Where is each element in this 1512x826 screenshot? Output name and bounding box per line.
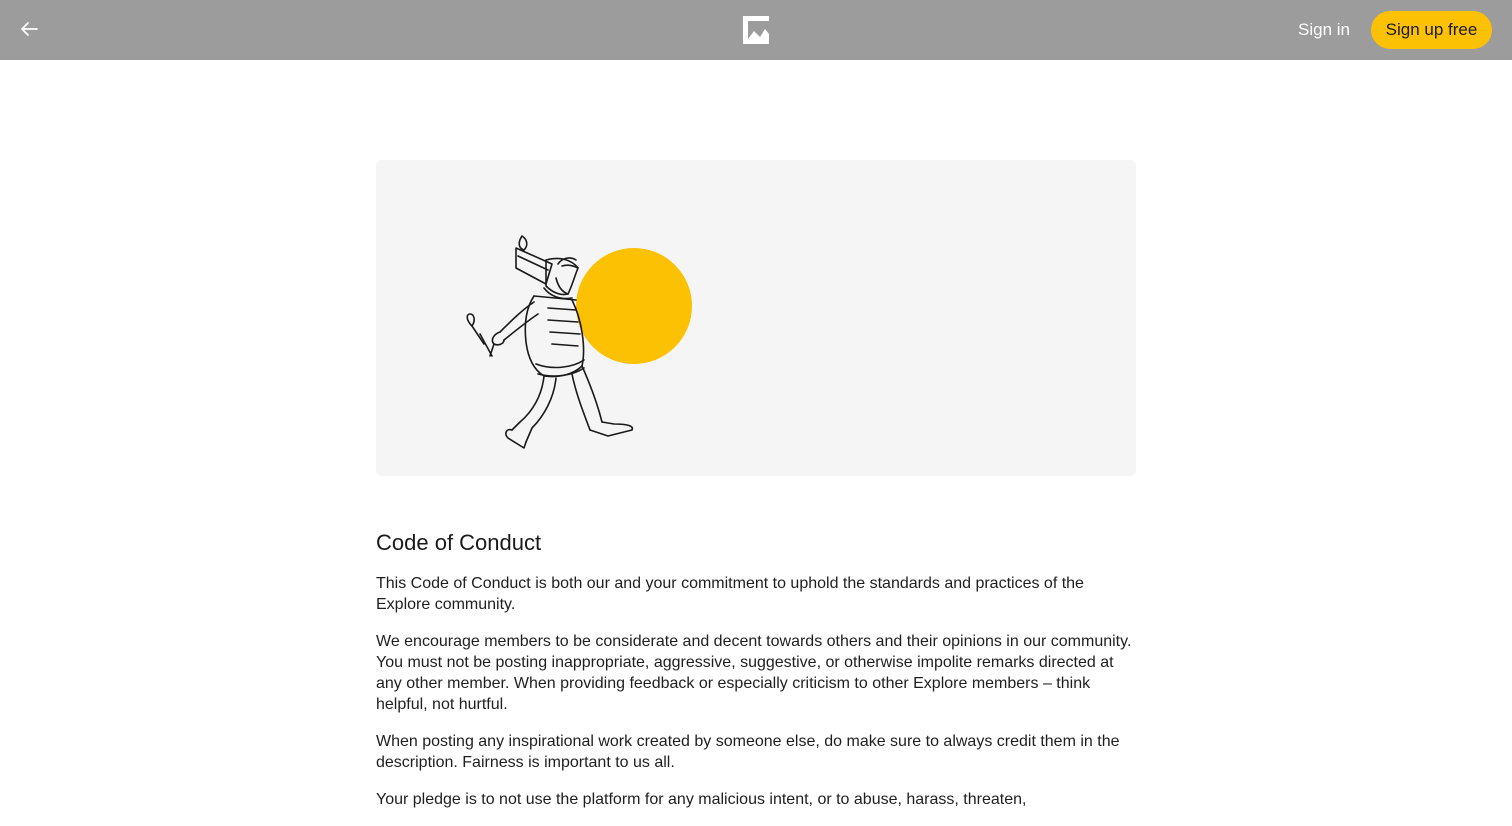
arrow-left-icon (19, 21, 39, 37)
top-navigation-bar (0, 0, 1512, 60)
paragraph-considerate: We encourage members to be considerate and decent towards others and their opinions in our community. You must not be posting inappropriate, aggressive, suggestive, or otherwise impolite remarks directed at any other member. When providing feedback or especially criticism to other Explore members – think helpful, not hurtful. (376, 633, 1132, 713)
explore-logo-icon[interactable] (741, 14, 771, 46)
page-title: Code of Conduct (376, 530, 542, 555)
article-content (376, 528, 1136, 826)
paragraph-pledge: Your pledge is to not use the platform for any malicious intent, or to abuse, harass, threaten, (376, 791, 1027, 808)
paragraph-commitment: This Code of Conduct is both our and your commitment to uphold the standards and practices of the Explore community. (376, 575, 1084, 613)
back-button[interactable] (14, 14, 44, 44)
sign-up-button[interactable]: Sign up free (1371, 11, 1492, 49)
drum-major-illustration (376, 160, 1136, 476)
paragraph-credit: When posting any inspirational work created by someone else, do make sure to always credit them in the description. Fairness is important to us all. (376, 733, 1120, 771)
yellow-circle (576, 248, 692, 364)
hero-illustration (376, 160, 1136, 476)
sign-in-link[interactable]: Sign in (1298, 20, 1350, 39)
